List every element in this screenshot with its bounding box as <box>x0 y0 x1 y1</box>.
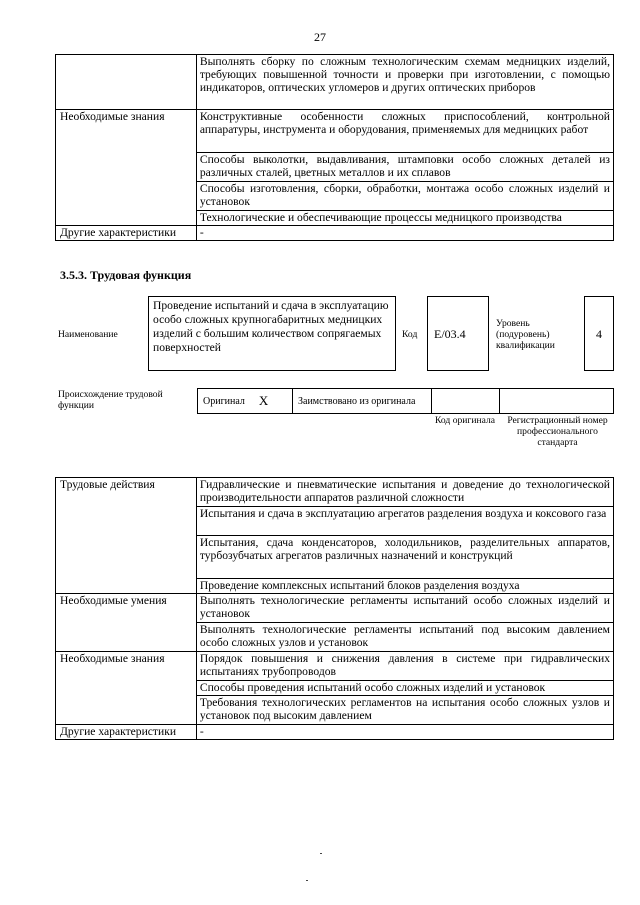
table-row-item: Конструктивные особенности сложных приспособлений, контрольной аппаратуры, инструмента и оборудования, применяемых для медницких работ <box>196 110 613 153</box>
code-label: Код <box>402 329 418 340</box>
table-row-item: Выполнять сборку по сложным технологическим схемам медницких изделий, требующих повышенной точности и проверки при изготовлении, с помощью индикаторов, оптических угломеров и других оптических приборов <box>196 55 613 110</box>
table-row-item: Испытания, сдача конденсаторов, холодильников, разделительных аппаратов, турбозубчатых агрегатов различных назначений и конструкций <box>196 536 613 579</box>
table-row-item: Выполнять технологические регламенты испытаний под высоким давлением особо сложных узлов и установок <box>196 623 613 652</box>
table-row-item: Гидравлические и пневматические испытания и доведение до технологической производительности аппаратов различной сложности <box>196 478 613 507</box>
original-cell <box>197 388 293 414</box>
table-row-item: - <box>196 226 613 241</box>
table-row-label <box>56 55 197 110</box>
reg-number-cell <box>499 388 614 414</box>
function-code: Е/03.4 <box>427 296 489 371</box>
table-row-item: Проведение комплексных испытаний блоков разделения воздуха <box>196 579 613 594</box>
table-row-item: Порядок повышения и снижения давления в системе при гидравлических испытаниях трубопроводов <box>196 652 613 681</box>
code-original-cell <box>431 388 500 414</box>
page-number: 27 <box>314 30 326 44</box>
original-label: Оригинал <box>203 395 245 407</box>
table-row-item: Выполнять технологические регламенты испытаний особо сложных изделий и установок <box>196 594 613 623</box>
scan-speck <box>320 853 322 854</box>
scan-speck <box>306 880 308 881</box>
original-mark: X <box>258 393 269 408</box>
table-row-item: Требования технологических регламентов на испытания особо сложных узлов и установок под высоким давлением <box>196 696 613 725</box>
labor-function-table <box>55 477 614 740</box>
table-row-item: Способы выколотки, выдавливания, штамповки особо сложных деталей из различных сталей, цветных металлов и их сплавов <box>196 153 613 182</box>
level-label: Уровень (подуровень) квалификации <box>496 318 555 351</box>
table-row-item: Способы изготовления, сборки, обработки, монтажа особо сложных изделий и установок <box>196 182 613 211</box>
function-name: Проведение испытаний и сдача в эксплуатацию особо сложных крупногабаритных медницких изделий с большим количеством сопрягаемых поверхностей <box>148 296 396 371</box>
section-heading: 3.5.3. Трудовая функция <box>60 268 192 282</box>
table-row-label: Трудовые действия <box>56 478 197 594</box>
reg-number-caption: Регистрационный номер профессионального стандарта <box>507 415 608 448</box>
knowledge-table-1 <box>55 54 614 241</box>
table-row-label: Необходимые умения <box>56 594 197 652</box>
borrowed-cell <box>292 388 432 414</box>
qualification-level: 4 <box>584 296 614 371</box>
table-row-label: Необходимые знания <box>56 652 197 725</box>
table-row-item: Технологические и обеспечивающие процессы медницкого производства <box>196 211 613 226</box>
name-label: Наименование <box>58 329 118 340</box>
table-row-label: Другие характеристики <box>56 725 197 740</box>
origin-label: Происхождение трудовой функции <box>58 389 163 411</box>
code-original-caption: Код оригинала <box>434 415 496 426</box>
borrowed-label: Заимствовано из оригинала <box>298 395 416 407</box>
table-row-label: Другие характеристики <box>56 226 197 241</box>
table-row-item: Испытания и сдача в эксплуатацию агрегатов разделения воздуха и коксового газа <box>196 507 613 536</box>
table-row-label: Необходимые знания <box>56 110 197 226</box>
table-row-item: Способы проведения испытаний особо сложных изделий и установок <box>196 681 613 696</box>
table-row-item: - <box>196 725 613 740</box>
